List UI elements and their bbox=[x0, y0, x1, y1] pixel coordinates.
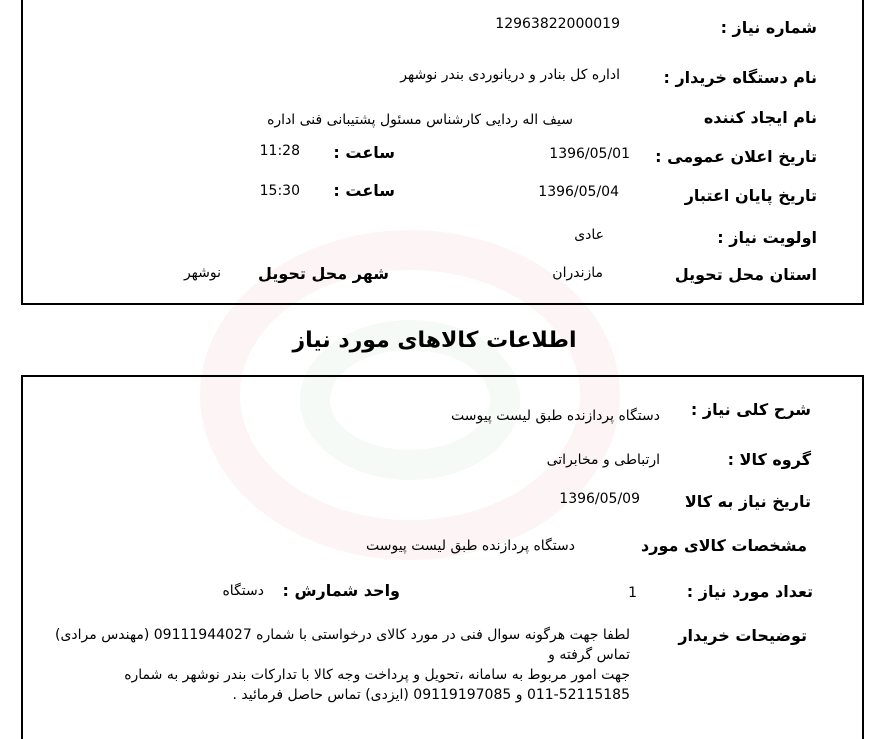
group-label: گروه کالا : bbox=[727, 450, 811, 469]
expiry-date: 1396/05/04 bbox=[538, 184, 619, 200]
priority: عادی bbox=[574, 227, 604, 243]
announce-time-label: ساعت : bbox=[333, 143, 395, 162]
buyer-notes-label: توضیحات خریدار bbox=[678, 626, 807, 645]
section-title: اطلاعات کالاهای مورد نیاز bbox=[292, 328, 577, 353]
creator-label: نام ایجاد کننده bbox=[703, 108, 817, 127]
specs: دستگاه پردازنده طبق لیست پیوست bbox=[365, 538, 575, 554]
province-label: استان محل تحویل bbox=[674, 265, 817, 284]
announce-date: 1396/05/01 bbox=[549, 146, 630, 162]
summary: دستگاه پردازنده طبق لیست پیوست bbox=[450, 408, 660, 424]
expiry-time: 15:30 bbox=[259, 183, 300, 199]
need-date-label: تاریخ نیاز به کالا bbox=[684, 492, 811, 511]
group: ارتباطی و مخابراتی bbox=[546, 452, 660, 468]
expiry-date-label: تاریخ پایان اعتبار bbox=[684, 186, 817, 205]
specs-label: مشخصات کالای مورد bbox=[641, 536, 807, 555]
province: مازندران bbox=[552, 265, 603, 281]
expiry-time-label: ساعت : bbox=[333, 181, 395, 200]
buyer-org: اداره کل بنادر و دریانوردی بندر نوشهر bbox=[400, 67, 620, 83]
summary-label: شرح کلی نیاز : bbox=[690, 400, 811, 419]
creator: سیف اله ردایی کارشناس مسئول پشتیبانی فنی اداره bbox=[267, 112, 573, 128]
city-label: شهر محل تحویل bbox=[258, 264, 389, 283]
quantity-label: تعداد مورد نیاز : bbox=[686, 582, 813, 601]
need-number: 12963822000019 bbox=[495, 16, 620, 32]
priority-label: اولویت نیاز : bbox=[717, 228, 817, 247]
quantity: 1 bbox=[628, 585, 637, 601]
announce-date-label: تاریخ اعلان عمومی : bbox=[655, 147, 817, 166]
unit-label: واحد شمارش : bbox=[282, 581, 400, 600]
city: نوشهر bbox=[183, 265, 221, 281]
announce-time: 11:28 bbox=[259, 143, 300, 159]
buyer-notes: لطفا جهت هرگونه سوال فنی در مورد کالای درخواستی با شماره 09111944027 (مهندس مرادی) تماس گرفته و جهت امور مربوط به سامانه ،تحویل و پرداخت وجه کالا با تدارکات بندر نوشهر به شماره 52115185-011 و 09119197085 (ایزدی) تماس حاصل فرمائید . bbox=[55, 627, 630, 703]
unit: دستگاه bbox=[222, 583, 264, 599]
need-number-label: شماره نیاز : bbox=[720, 18, 817, 37]
buyer-org-label: نام دستگاه خریدار : bbox=[663, 68, 817, 87]
need-date: 1396/05/09 bbox=[559, 491, 640, 507]
